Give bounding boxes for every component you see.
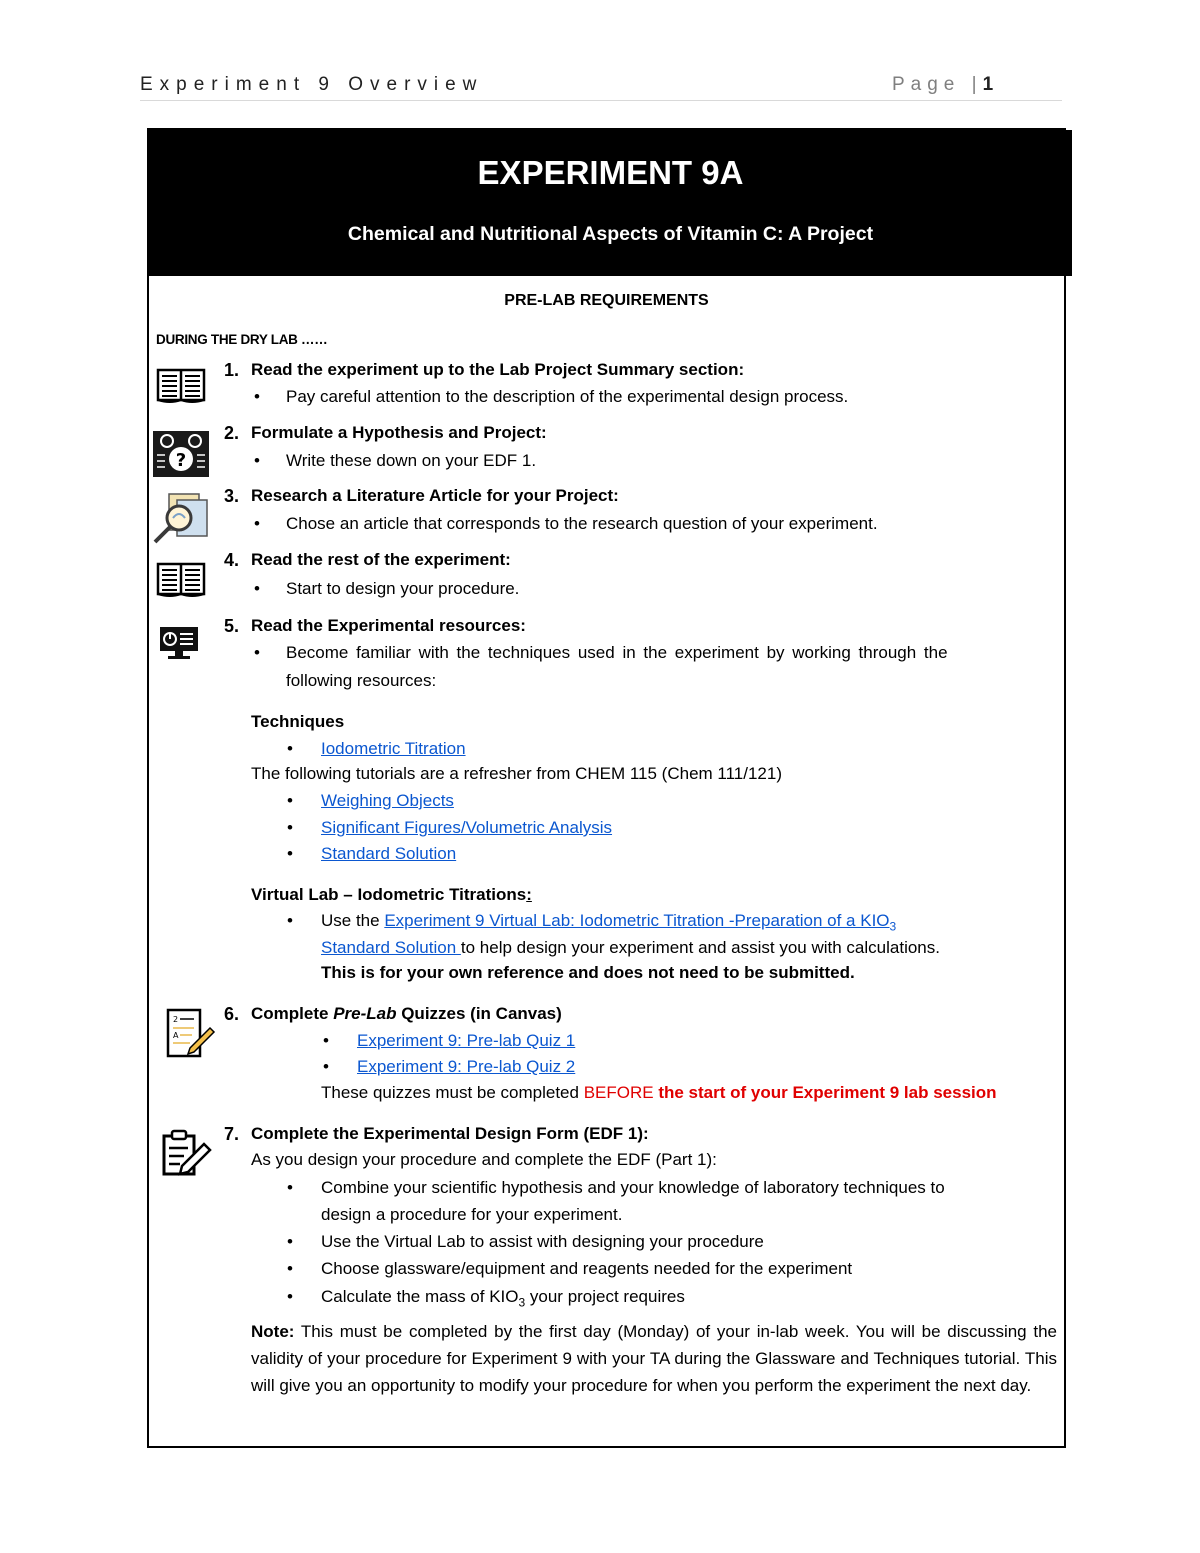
page-label: Page | <box>892 74 983 95</box>
bullet-dot: • <box>287 1259 293 1278</box>
step-6-title-italic: Pre-Lab <box>333 1004 397 1023</box>
step-3-title: Research a Literature Article for your Project: <box>251 486 619 505</box>
bullet-dot: • <box>254 643 260 662</box>
header-title: Experiment 9 Overview <box>140 74 484 95</box>
bullet-dot: • <box>287 1232 293 1251</box>
step-4-bullet: Start to design your procedure. <box>286 579 520 598</box>
virtual-lab-link[interactable] <box>384 911 897 934</box>
bullet-dot: • <box>254 451 260 470</box>
quiz-deadline <box>321 1082 997 1104</box>
use-the-text: Use the <box>321 911 385 930</box>
literature-search-icon <box>151 492 209 544</box>
virtual-lab-colon: : <box>526 885 532 904</box>
bullet-dot: • <box>287 791 293 810</box>
step-6-title <box>251 1003 562 1025</box>
step-1-number: 1. <box>224 360 240 380</box>
step-7-intro: As you design your procedure and complete the EDF (Part 1): <box>251 1150 717 1169</box>
step-2-title: Formulate a Hypothesis and Project: <box>251 423 547 442</box>
note-label: Note: <box>251 1322 295 1341</box>
virtual-lab-heading <box>251 884 532 906</box>
step-7-bullet-2: Use the Virtual Lab to assist with designing your procedure <box>321 1232 764 1251</box>
deadline-before: BEFORE <box>583 1083 654 1102</box>
virtual-lab-line2 <box>321 937 940 959</box>
step-1-bullet: Pay careful attention to the description of the experimental design process. <box>286 387 849 406</box>
bullet-dot: • <box>287 1178 293 1197</box>
page-number: 1 <box>982 74 994 95</box>
deadline-rest: the start of your Experiment 9 lab session <box>653 1083 997 1102</box>
bullet-dot: • <box>254 514 260 533</box>
bullet-4-sub: 3 <box>518 1295 526 1310</box>
step-1-title: Read the experiment up to the Lab Project Summary section: <box>251 360 745 379</box>
step-4-number: 4. <box>224 550 240 570</box>
svg-text:A: A <box>173 1031 179 1040</box>
bullet-dot: • <box>287 739 293 758</box>
virtual-lab-link-continued[interactable]: Standard Solution <box>321 938 461 957</box>
bullet-dot: • <box>287 844 293 863</box>
virtual-lab-line1 <box>321 910 896 937</box>
techniques-heading: Techniques <box>251 712 345 731</box>
experiment-title: EXPERIMENT 9A <box>477 154 744 191</box>
iodometric-titration-link[interactable]: Iodometric Titration <box>321 739 466 758</box>
virtual-lab-note: This is for your own reference and does not need to be submitted. <box>321 963 855 982</box>
virtual-lab-heading-text: Virtual Lab – Iodometric Titrations <box>251 885 527 904</box>
dry-lab-label: DURING THE DRY LAB …… <box>156 332 328 347</box>
virtual-lab-link-text: Experiment 9 Virtual Lab: Iodometric Titration -Preparation of a KIO <box>384 911 890 930</box>
kio3-subscript: 3 <box>889 919 897 934</box>
prelab-quiz-2-link[interactable]: Experiment 9: Pre-lab Quiz 2 <box>357 1057 576 1076</box>
step-3-number: 3. <box>224 486 240 506</box>
significant-figures-link[interactable]: Significant Figures/Volumetric Analysis <box>321 818 613 837</box>
step-6-title-pre: Complete <box>251 1004 334 1023</box>
weighing-objects-link[interactable]: Weighing Objects <box>321 791 454 810</box>
edit-form-icon <box>160 1128 212 1178</box>
step-7-title: Complete the Experimental Design Form (EDF 1): <box>251 1124 649 1143</box>
virtual-lab-purpose: to help design your experiment and assist you with calculations. <box>460 938 940 957</box>
question-thinking-icon <box>153 431 209 477</box>
page-header <box>140 72 1062 101</box>
step-4-title: Read the rest of the experiment: <box>251 550 511 569</box>
step-7-note <box>251 1318 1057 1399</box>
open-book-icon <box>156 366 206 404</box>
standard-solution-link[interactable]: Standard Solution <box>321 844 457 863</box>
prelab-quiz-1-link[interactable]: Experiment 9: Pre-lab Quiz 1 <box>357 1031 576 1050</box>
step-7-bullet-3: Choose glassware/equipment and reagents needed for the experiment <box>321 1259 853 1278</box>
step-2-bullet: Write these down on your EDF 1. <box>286 451 537 470</box>
bullet-dot: • <box>254 387 260 406</box>
open-book-icon <box>156 560 206 598</box>
prelab-heading: PRE-LAB REQUIREMENTS <box>504 292 709 309</box>
step-7-bullet-1-line1: Combine your scientific hypothesis and your knowledge of laboratory techniques to <box>321 1178 945 1197</box>
bullet-dot: • <box>287 818 293 837</box>
refresher-text: The following tutorials are a refresher from CHEM 115 (Chem 111/121) <box>251 764 783 783</box>
computer-monitor-icon <box>159 626 199 660</box>
step-6-number: 6. <box>224 1004 240 1024</box>
quiz-document-icon <box>164 1008 216 1060</box>
step-3-bullet: Chose an article that corresponds to the research question of your experiment. <box>286 514 878 533</box>
bullet-4-post: your project requires <box>525 1287 685 1306</box>
step-2-number: 2. <box>224 423 240 443</box>
bullet-dot: • <box>323 1031 329 1050</box>
bullet-4-pre: Calculate the mass of KIO <box>321 1287 519 1306</box>
step-5-title: Read the Experimental resources: <box>251 616 526 635</box>
svg-text:?: ? <box>175 450 187 471</box>
title-band <box>149 130 1072 276</box>
experiment-subtitle: Chemical and Nutritional Aspects of Vitamin C: A Project <box>347 223 874 245</box>
step-5-bullet-line1: Become familiar with the techniques used in the experiment by working through the <box>286 643 948 662</box>
step-7-bullet-4 <box>321 1286 685 1313</box>
step-7-number: 7. <box>224 1124 240 1144</box>
note-text: This must be completed by the first day (Monday) of your in-lab week. You will be discussing the validity of your procedure for Experiment 9 with your TA during the Glassware and Techniques tutorial. This will give you an opportunity to modify your procedure for when you perform the experiment the next day. <box>251 1322 1057 1395</box>
step-6-title-post: Quizzes (in Canvas) <box>396 1004 562 1023</box>
step-7-bullet-1-line2: design a procedure for your experiment. <box>321 1205 623 1224</box>
bullet-dot: • <box>287 911 293 930</box>
deadline-text: These quizzes must be completed <box>321 1083 584 1102</box>
step-5-bullet-line2: following resources: <box>286 671 437 690</box>
svg-text:2: 2 <box>173 1015 179 1024</box>
bullet-dot: • <box>323 1057 329 1076</box>
page-indicator <box>892 74 993 96</box>
step-5-number: 5. <box>224 616 240 636</box>
bullet-dot: • <box>287 1287 293 1306</box>
bullet-dot: • <box>254 579 260 598</box>
